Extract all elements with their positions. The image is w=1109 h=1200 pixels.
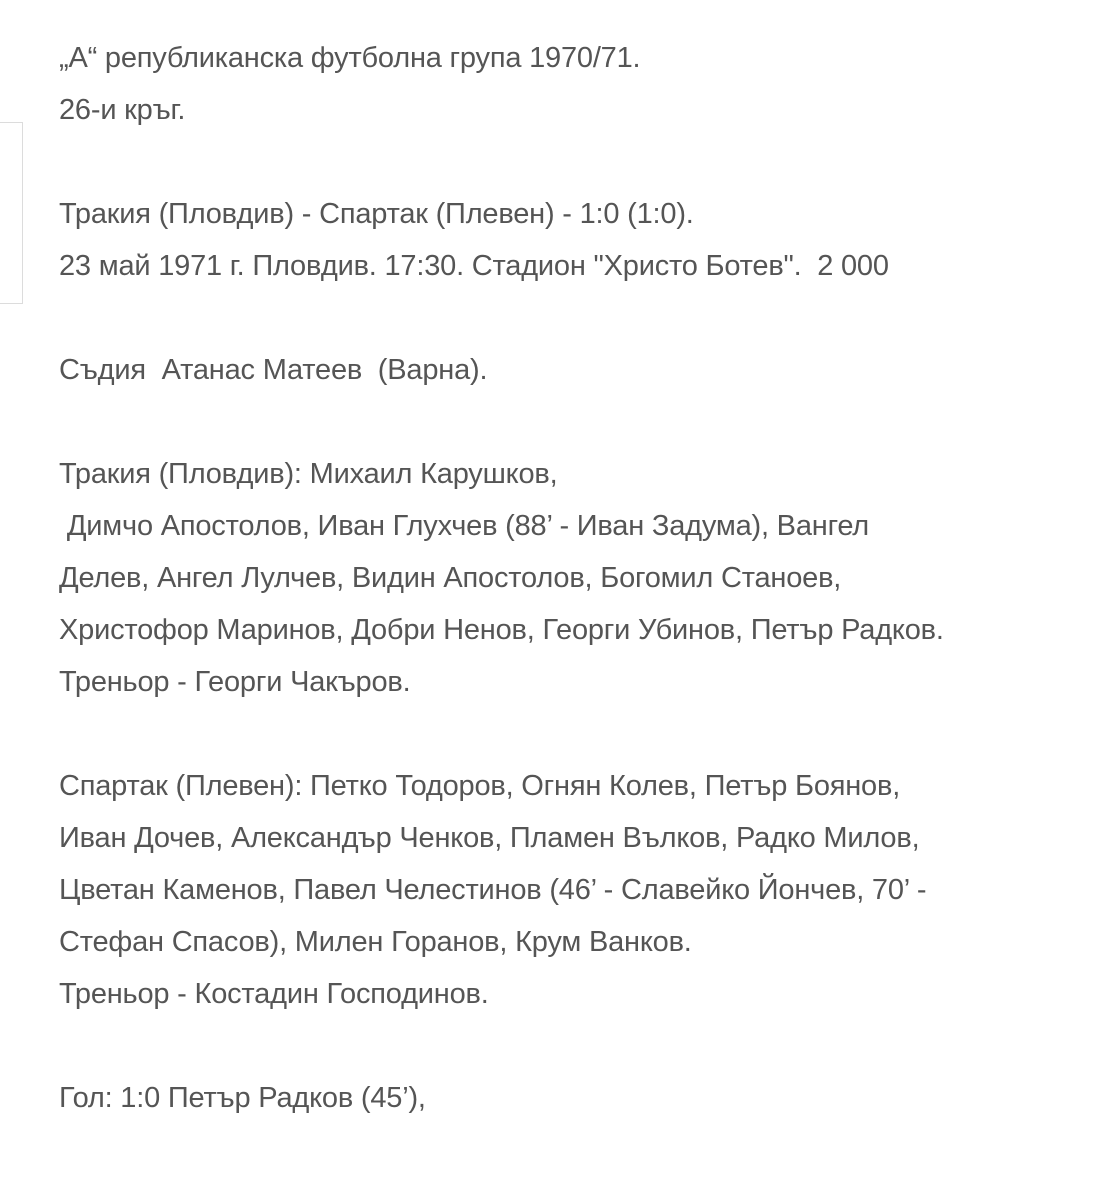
- referee-line: Съдия Атанас Матеев (Варна).: [59, 354, 488, 386]
- lineup-line: Стефан Спасов), Милен Горанов, Крум Ванков.: [59, 926, 692, 958]
- lineup-line: Делев, Ангел Лулчев, Видин Апостолов, Богомил Станоев,: [59, 562, 842, 594]
- coach-line: Треньор - Костадин Господинов.: [59, 978, 489, 1010]
- match-result: Тракия (Пловдив) - Спартак (Плевен) - 1:0 (1:0).: [59, 198, 694, 230]
- lineup-line: Цветан Каменов, Павел Челестинов (46’ - Славейко Йончев, 70’ -: [59, 874, 927, 906]
- home-team-lineup: [59, 448, 1104, 708]
- lineup-line: Спартак (Плевен): Петко Тодоров, Огнян Колев, Петър Боянов,: [59, 770, 901, 802]
- goal-line: Гол: 1:0 Петър Радков (45’),: [59, 1082, 426, 1114]
- lineup-line: Христофор Маринов, Добри Ненов, Георги Убинов, Петър Радков.: [59, 614, 944, 646]
- goals-info: [59, 1072, 1104, 1124]
- competition-title: „А“ републиканска футболна група 1970/71.: [59, 42, 641, 74]
- lineup-line: Тракия (Пловдив): Михаил Карушков,: [59, 458, 558, 490]
- round-label: 26-и кръг.: [59, 94, 186, 126]
- referee-info: [59, 344, 1104, 396]
- lineup-line: Димчо Апостолов, Иван Глухчев (88’ - Иван Задума), Вангел: [59, 510, 870, 542]
- coach-line: Треньор - Георги Чакъров.: [59, 666, 411, 698]
- article-body: [59, 32, 1104, 1124]
- article-heading: [59, 32, 1104, 136]
- lineup-line: Иван Дочев, Александър Ченков, Пламен Вълков, Радко Милов,: [59, 822, 920, 854]
- match-info: [59, 188, 1104, 292]
- sidebar-edge-panel: [0, 122, 23, 304]
- match-details: 23 май 1971 г. Пловдив. 17:30. Стадион "Христо Ботев". 2 000: [59, 250, 889, 282]
- away-team-lineup: [59, 760, 1104, 1020]
